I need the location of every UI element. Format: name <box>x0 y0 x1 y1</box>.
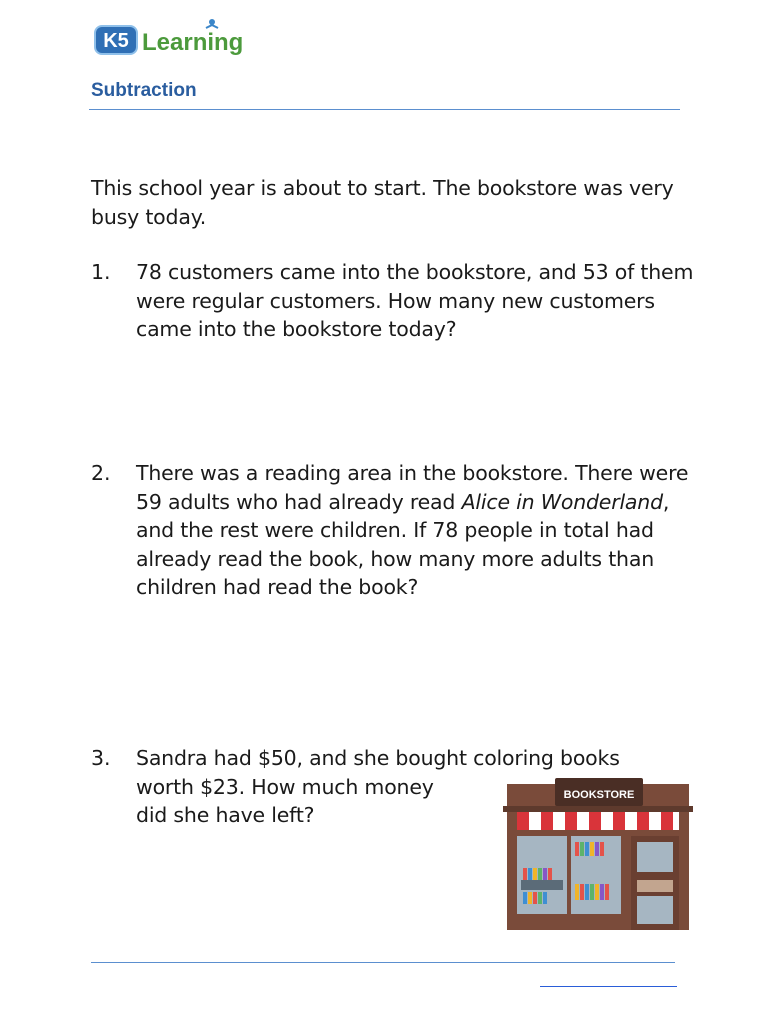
store-sign-text: BOOKSTORE <box>563 789 635 801</box>
question-3-line-3: did she have left? <box>136 803 315 827</box>
intro-text: This school year is about to start. The bookstore was very busy today. <box>91 176 674 229</box>
footer-divider <box>91 962 675 963</box>
question-1-number: 1. <box>91 260 111 284</box>
question-3-number: 3. <box>91 746 111 770</box>
logo-learning-text: Learning <box>142 29 244 56</box>
question-3-line-2: worth $23. How much money <box>136 774 434 799</box>
awning <box>517 812 679 830</box>
header-divider <box>89 109 680 110</box>
question-2-text <box>136 459 696 602</box>
section-title: Subtraction <box>91 80 197 101</box>
question-2-book-title: Alice in Wonderland <box>461 489 663 514</box>
footer-link-underline[interactable] <box>540 986 677 987</box>
logo-k5-text: K5 <box>103 30 129 52</box>
question-2-number: 2. <box>91 461 111 485</box>
question-2-text-after: , and the rest were children. If 78 people in total had already read the book, how many more adults than children had read the book? <box>136 489 670 599</box>
k5-learning-logo <box>94 14 259 60</box>
question-2-text-before: There was a reading area in the bookstore. There were 59 adults who had already read <box>136 461 689 514</box>
question-3-line-1: Sandra had $50, and she bought coloring books <box>136 746 620 770</box>
bookstore-illustration <box>503 776 693 930</box>
question-1-text: 78 customers came into the bookstore, and 53 of them were regular customers. How many new customers came into the bookstore today? <box>136 260 694 341</box>
